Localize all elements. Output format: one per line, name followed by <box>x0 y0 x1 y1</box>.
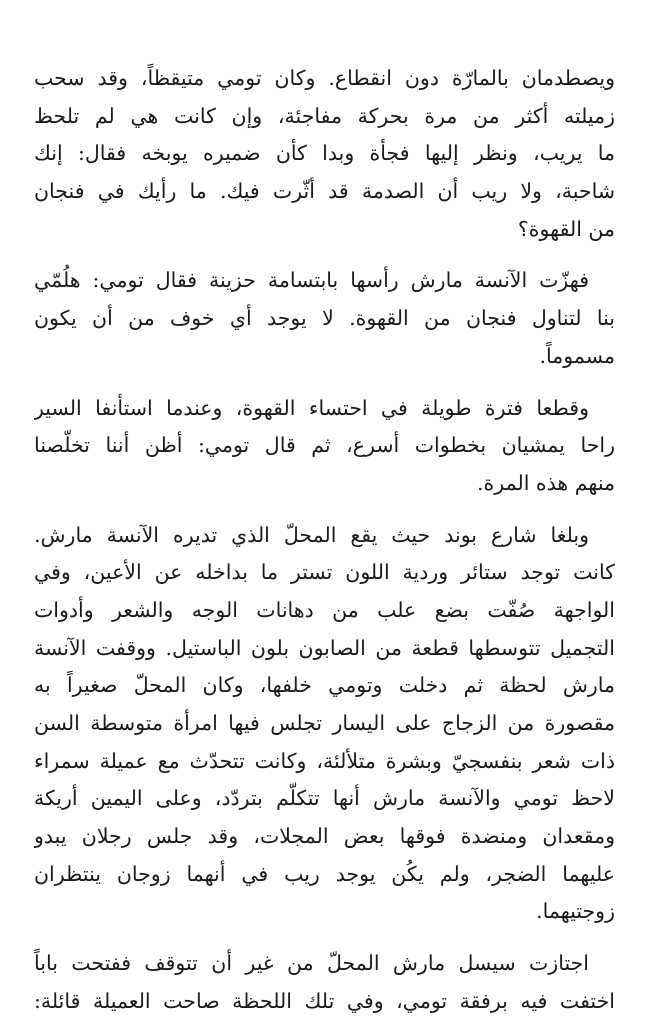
paragraph-3 <box>34 390 615 503</box>
text-line: كانت توجد ستائر وردية اللون تستر ما بداخله عن الأعين، وفي <box>34 560 615 585</box>
text-line: الواجهة صُفّت بضع علب من دهانات الوجه والشعر وأدوات <box>34 597 615 622</box>
text-line: اجتازت سيسل مارش المحلّ من غير أن تتوقف ففتحت باباً <box>34 951 589 976</box>
text-line: راحا يمشيان بخطوات أسرع، ثم قال تومي: أظن أننا تخلّصنا <box>34 433 615 458</box>
text-line: زميلته أكثر من مرة بحركة مفاجئة، وإن كانت هي لم تلحظ <box>34 103 615 128</box>
text-line: ما يريب، ونظر إليها فجأة وبدا كأن ضميره يوبخه فقال: إنك <box>34 141 615 166</box>
paragraph-5 <box>34 945 615 1020</box>
text-line: ويصطدمان بالمارّة دون انقطاع. وكان تومي متيقظاً، وقد سحب <box>34 66 615 90</box>
paragraph-2 <box>34 262 615 375</box>
text-line: لاحظ تومي والآنسة مارش أنها تتكلّم بتردّد، وعلى اليمين أريكة <box>34 786 615 811</box>
text-line: عليهما الضجر، ولم يكُن يوجد ريب في أنهما زوجان ينتظران <box>34 861 615 886</box>
text-line: مارش لحظة ثم دخلت وتومي خلفها، وكان المحلّ صغيراً به <box>34 673 615 698</box>
text-line: وقطعا فترة طويلة في احتساء القهوة، وعندما استأنفا السير <box>34 395 589 420</box>
text-line: اختفت فيه برفقة تومي، وفي تلك اللحظة صاحت العميلة قائلة: <box>34 988 615 1013</box>
text-line: فهزّت الآنسة مارش رأسها بابتسامة حزينة فقال تومي: هلُمّي <box>34 268 589 293</box>
text-line: منهم هذه المرة. <box>477 470 615 495</box>
text-line: ذات شعر بنفسجيّ وبشرة متلألئة، وكانت تتحدّث مع عميلة سمراء <box>34 748 615 773</box>
text-line: بنا لتناول فنجان من القهوة. لا يوجد أي خوف من أن يكون <box>34 306 615 331</box>
text-line: ومقعدان ومنضدة فوقها بعض المجلات، وقد جلس رجلان يبدو <box>34 824 615 849</box>
text-line: وبلغا شارع بوند حيث يقع المحلّ الذي تديره الآنسة مارش. <box>34 522 589 547</box>
text-line: شاحبة، ولا ريب أن الصدمة قد أثّرت فيك. ما رأيك في فنجان <box>34 179 615 204</box>
text-line: التجميل تتوسطها قطعة من الصابون بلون الباستيل. ووقفت الآنسة <box>34 635 615 660</box>
text-line: مقصورة من الزجاج على اليسار تجلس فيها امرأة متوسطة السن <box>34 711 615 735</box>
paragraph-4 <box>34 517 615 932</box>
paragraph-1 <box>34 60 615 248</box>
text-line: مسموماً. <box>539 343 615 368</box>
text-line: زوجتيهما. <box>536 899 615 924</box>
text-line: من القهوة؟ <box>517 216 615 241</box>
